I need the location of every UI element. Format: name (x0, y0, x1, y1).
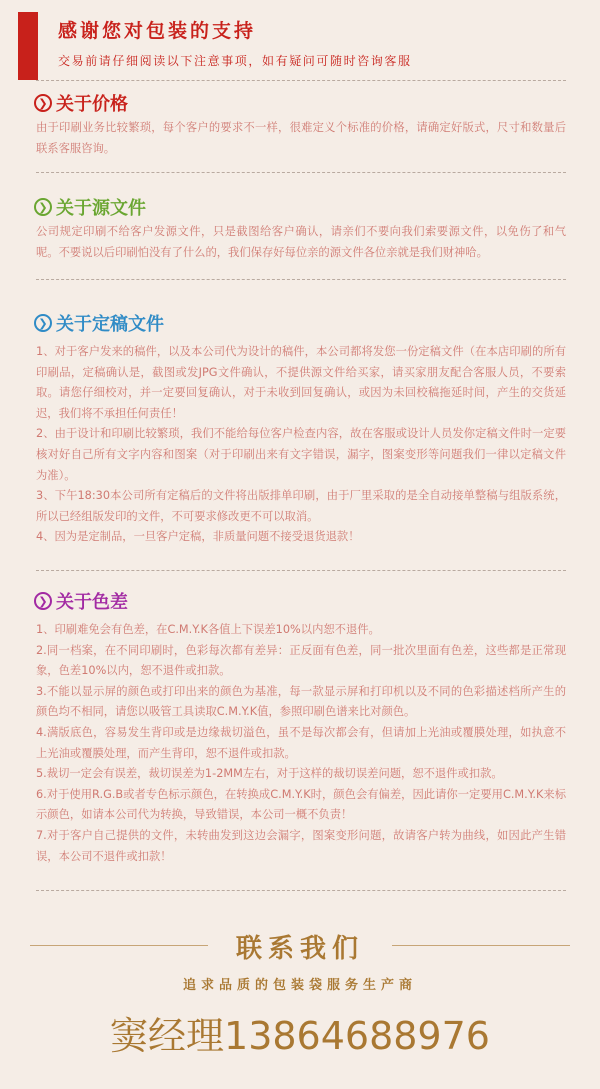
paragraph: 2.同一档案，在不同印刷时，色彩每次都有差异：正反面有色差，同一批次里面有色差，这些都是正常现象，色差10%以内，恕不退件或扣款。 (36, 643, 566, 678)
header-title: 感谢您对包装的支持 (58, 20, 257, 42)
section-body-price (36, 118, 566, 159)
header-accent-bar (18, 12, 38, 80)
paragraph: 7.对于客户自己提供的文件，未转曲发到这边会漏字，图案变形问题，故请客户转为曲线，如因此产生错误，本公司不退件或扣款！ (36, 828, 566, 863)
section-body-draft (36, 342, 566, 548)
divider (36, 172, 566, 173)
contact-phone: 窦经理13864688976 (110, 1014, 490, 1058)
section-title-price-label: 关于价格 (56, 94, 128, 115)
section-title-draft-label: 关于定稿文件 (56, 314, 164, 335)
paragraph: 5.裁切一定会有误差，裁切误差为1-2MM左右，对于这样的裁切误差问题，恕不退件或扣款。 (36, 767, 503, 781)
divider (36, 570, 566, 571)
chevron-circle-icon: ❯ (34, 592, 52, 610)
contact-title: 联系我们 (235, 934, 364, 964)
divider (36, 279, 566, 280)
paragraph: 公司规定印刷不给客户发源文件，只是截图给客户确认，请亲们不要向我们索要源文件，以免伤了和气呢。不要说以后印刷怕没有了什么的，我们保存好每位亲的源文件各位亲就是我们财神哈。 (36, 225, 566, 259)
header-subtitle: 交易前请仔细阅读以下注意事项，如有疑问可随时咨询客服 (58, 54, 412, 68)
section-title-price (34, 90, 128, 116)
section-title-source-label: 关于源文件 (56, 198, 146, 219)
section-title-draft (34, 310, 164, 336)
paragraph: 4、因为是定制品，一旦客户定稿，非质量问题不接受退货退款！ (36, 530, 360, 544)
paragraph: 4.满版底色，容易发生背印或是边缘裁切溢色，虽不是每次都会有，但请加上光油或覆膜处理，如执意不上光油或覆膜处理，而产生背印，恕不退件或扣款。 (36, 725, 566, 760)
section-body-source (36, 222, 566, 263)
paragraph: 3、下午18:30本公司所有定稿后的文件将出版排单印刷，由于厂里采取的是全自动接单整稿与组版系统，所以已经组版发印的文件，不可要求修改更不可以取消。 (36, 489, 566, 523)
paragraph: 由于印刷业务比较繁琐，每个客户的要求不一样，很难定义个标准的价格，请确定好版式，尺寸和数量后联系客服咨询。 (36, 121, 566, 155)
chevron-circle-icon: ❯ (34, 94, 52, 112)
contact-subtitle: 追求品质的包装袋服务生产商 (182, 978, 417, 993)
paragraph: 3.不能以显示屏的颜色或打印出来的颜色为基准，每一款显示屏和打印机以及不同的色彩描述档所产生的颜色均不相同，请您以吸管工具读取C.M.Y.K值，参照印刷色谱来比对颜色。 (36, 684, 566, 719)
paragraph: 2、由于设计和印刷比较繁琐，我们不能给每位客户检查内容，故在客服或设计人员发你定稿文件时一定要核对好自己所有文字内容和图案（对于印刷出来有文字错误，漏字，图案变形等问题我们一律以定稿文件为准）。 (36, 427, 566, 482)
section-title-source (34, 194, 146, 220)
section-title-color-label: 关于色差 (56, 592, 128, 613)
divider (36, 80, 566, 81)
chevron-circle-icon: ❯ (34, 198, 52, 216)
section-body-color (36, 620, 566, 867)
header (0, 0, 600, 90)
section-title-color (34, 588, 128, 614)
paragraph: 1、对于客户发来的稿件，以及本公司代为设计的稿件，本公司都将发您一份定稿文件（在本店印刷的所有印刷品，定稿确认是，截图或发JPG文件确认，不提供源文件给买家，请买家朋友配合客服人员，不要索取。请您仔细校对，并一定要回复确认，对于未收到回复确认，或因为未回校稿拖延时间，产生的交货延迟，我们将不承担任何责任！ (36, 345, 566, 420)
divider (36, 890, 566, 891)
chevron-circle-icon: ❯ (34, 314, 52, 332)
paragraph: 6.对于使用R.G.B或者专色标示颜色，在转换成C.M.Y.K时，颜色会有偏差，因此请你一定要用C.M.Y.K来标示颜色，如请本公司代为转换，导致错误，本公司一概不负责！ (36, 787, 566, 822)
paragraph: 1、印刷难免会有色差，在C.M.Y.K各值上下误差10%以内恕不退件。 (36, 623, 380, 636)
